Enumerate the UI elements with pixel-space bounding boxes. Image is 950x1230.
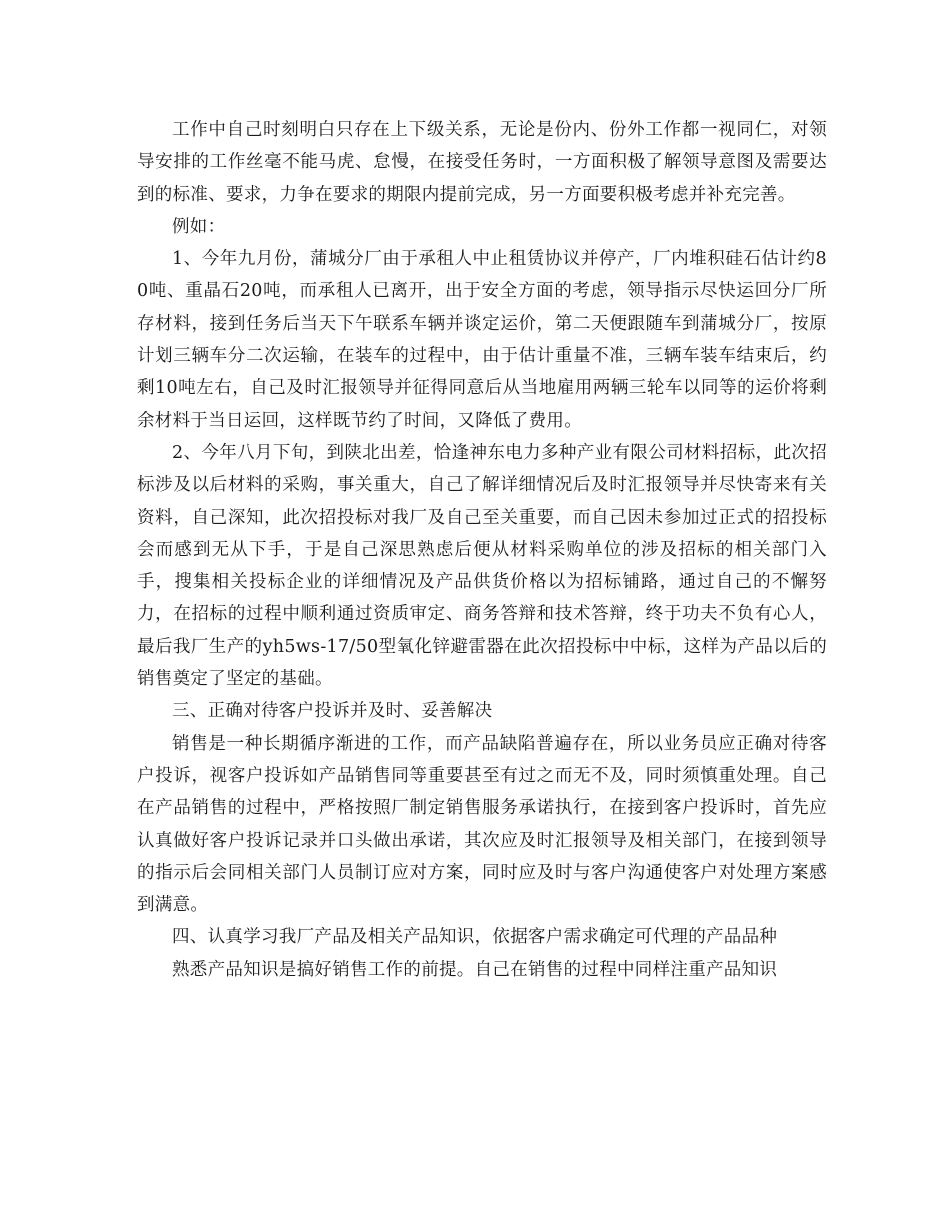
paragraph-example-intro: 例如： [172,216,226,237]
paragraph-work-attitude: 工作中自己时刻明白只存在上下级关系，无论是份内、份外工作都一视同仁，对领导安排的工作丝毫不能马虎、怠慢，在接受任务时，一方面积极了解领导意图及需要达到的标准、要求，力争在要求的期限内提前完成，另一方面要积极考虑并补充完善。 [137,120,827,205]
paragraph-example-1: 1、今年九月份，蒲城分厂由于承租人中止租赁协议并停产，厂内堆积硅石估计约80吨、重晶石20吨，而承租人已离开，出于安全方面的考虑，领导指示尽快运回分厂所存材料，接到任务后当天下午联系车辆并谈定运价，第二天便跟随车到蒲城分厂，按原计划三辆车分二次运输，在装车的过程中，由于估计重量不准，三辆车装车结束后，约剩10吨左右，自己及时汇报领导并征得同意后从当地雇用两辆三轮车以同等的运价将剩余材料于当日运回，这样既节约了时间，又降低了费用。 [137,249,827,431]
paragraph-product-knowledge: 熟悉产品知识是搞好销售工作的前提。自己在销售的过程中同样注重产品知识 [172,959,778,980]
paragraph-example-2: 2、今年八月下旬，到陕北出差，恰逢神东电力多种产业有限公司材料招标，此次招标涉及以后材料的采购，事关重大，自己了解详细情况后及时汇报领导并尽快寄来有关资料，自己深知，此次招投标对我厂及自己至关重要，而自己因未参加过正式的招投标会而感到无从下手，于是自己深思熟虑后便从材料采购单位的涉及招标的相关部门入手，搜集相关投标企业的详细情况及产品供货价格以为招标铺路，通过自己的不懈努力，在招标的过程中顺利通过资质审定、商务答辩和技术答辩，终于功夫不负有心人，最后我厂生产的yh5ws-17/50型氧化锌避雷器在此次招投标中中标，这样为产品以后的销售奠定了坚定的基础。 [137,442,827,690]
section-heading-3: 三、正确对待客户投诉并及时、妥善解决 [172,701,493,722]
paragraph-complaints: 销售是一种长期循序渐进的工作，而产品缺陷普遍存在，所以业务员应正确对待客户投诉，视客户投诉如产品销售同等重要甚至有过之而无不及，同时须慎重处理。自己在产品销售的过程中，严格按照厂制定销售服务承诺执行，在接到客户投诉时，首先应认真做好客户投诉记录并口头做出承诺，其次应及时汇报领导及相关部门，在接到领导的指示后会同相关部门人员制订应对方案，同时应及时与客户沟通使客户对处理方案感到满意。 [137,733,827,916]
document-body [137,114,827,986]
section-heading-4: 四、认真学习我厂产品及相关产品知识，依据客户需求确定可代理的产品品种 [172,927,778,948]
